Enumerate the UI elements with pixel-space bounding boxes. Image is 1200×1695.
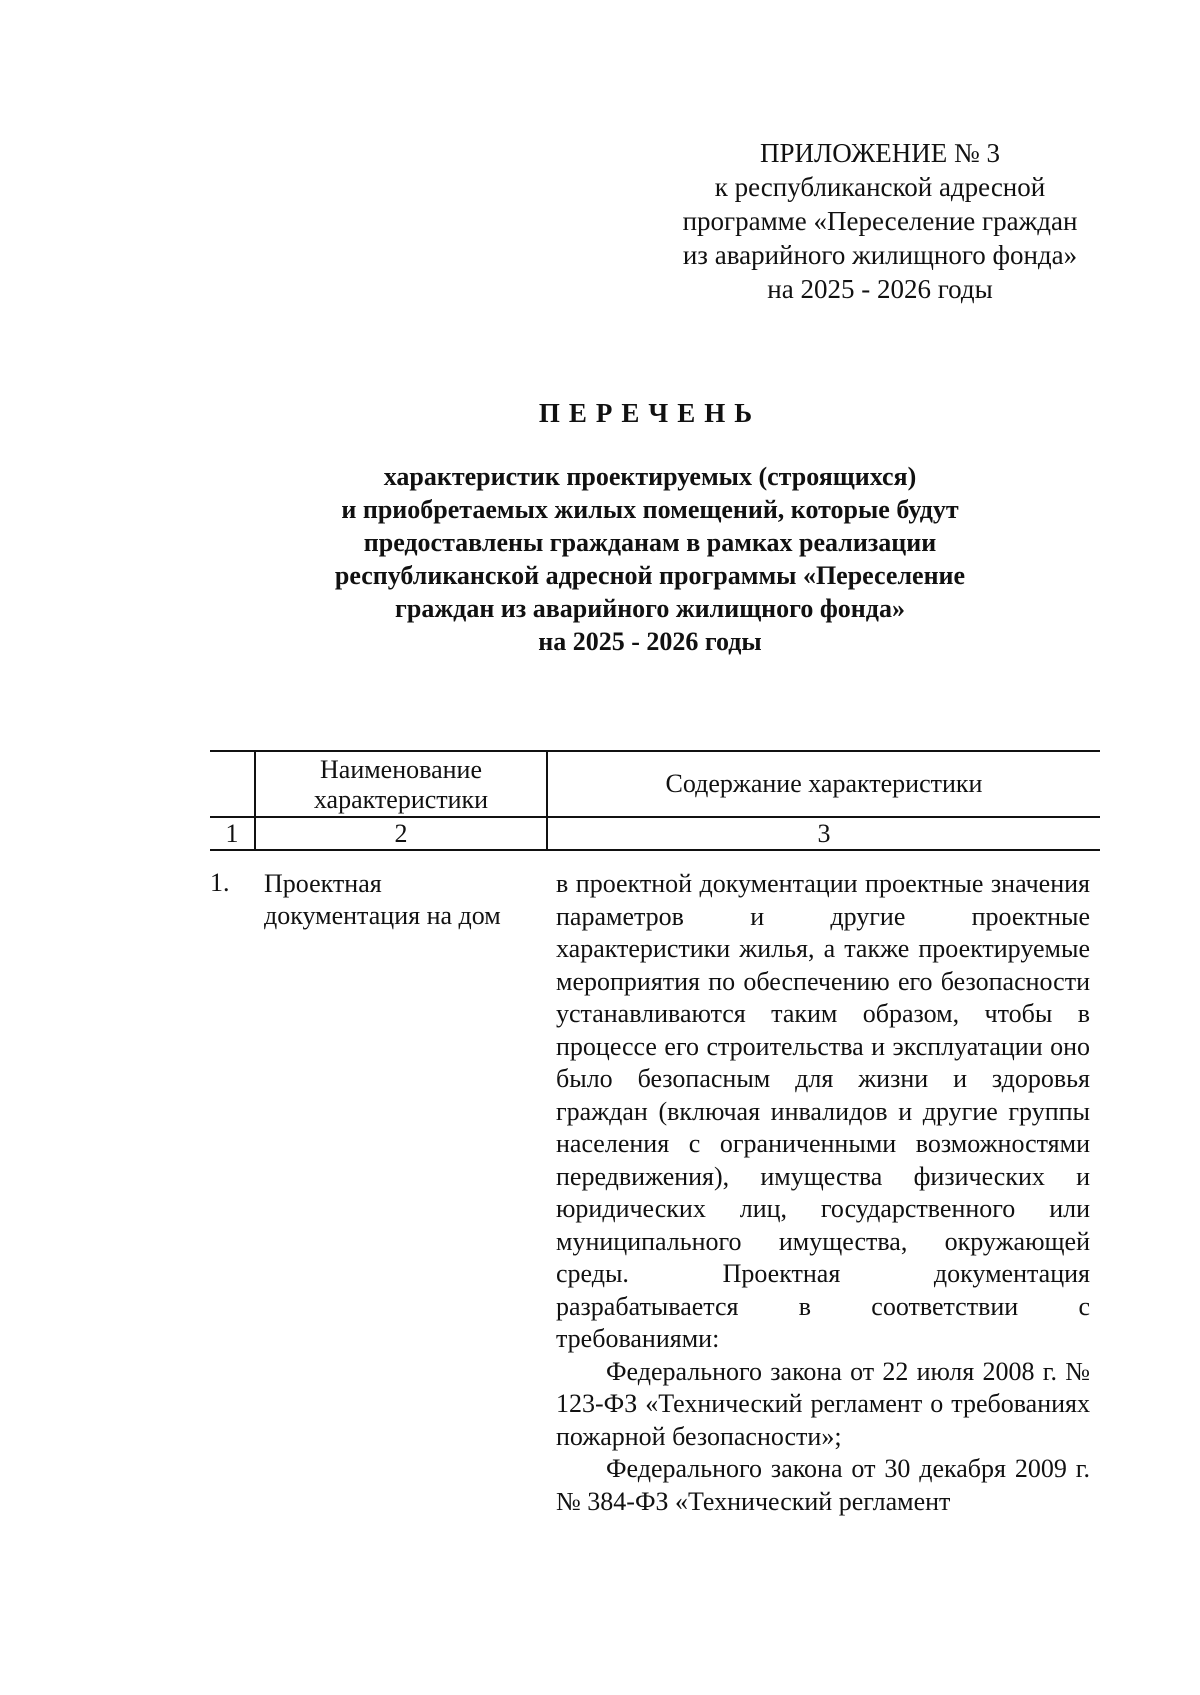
content-paragraph: Федерального закона от 30 декабря 2009 г. № 384-ФЗ «Технический регламент (556, 1454, 1090, 1516)
column-number: 1 (225, 819, 239, 848)
column-number: 3 (817, 819, 831, 848)
appendix-title: ПРИЛОЖЕНИЕ № 3 (759, 138, 1001, 168)
table-numbers-rule (210, 849, 1100, 851)
appendix-line: из аварийного жилищного фонда» (682, 240, 1078, 270)
subtitle-line: на 2025 - 2026 годы (538, 627, 762, 656)
header-name-line: Наименование (320, 755, 482, 784)
row-name-line: Проектная (264, 869, 382, 898)
subtitle-line: характеристик проектируемых (строящихся) (383, 462, 917, 491)
row-content (556, 868, 1090, 1518)
subtitle-line: граждан из аварийного жилищного фонда» (395, 594, 905, 623)
subtitle-line: и приобретаемых жилых помещений, которые будут (341, 495, 959, 524)
row-name-line: документация на дом (264, 901, 501, 930)
appendix-line: на 2025 - 2026 годы (767, 274, 993, 304)
row-number: 1. (210, 868, 230, 897)
row-name (264, 868, 534, 932)
table-header-rule (210, 816, 1100, 818)
subtitle-line: предоставлены гражданам в рамках реализации (363, 528, 937, 557)
table-top-rule (210, 750, 1100, 752)
content-paragraph: Федерального закона от 22 июля 2008 г. № 123-ФЗ «Технический регламент о требованиях пожарной безопасности»; (556, 1356, 1090, 1451)
table-header-name (256, 755, 546, 815)
document-subtitle (200, 460, 1100, 658)
appendix-line: к республиканской адресной (714, 172, 1046, 202)
table-header-content: Содержание характеристики (665, 769, 983, 798)
content-paragraph: в проектной документации проектные значения параметров и другие проектные характеристики жилья, а также проектируемые мероприятия по обеспечению его безопасности устанавливаются таким образом, чтобы в процессе его строительства и эксплуатации оно было безопасным для жизни и здоровья граждан (включая инвалидов и другие группы населения с ограниченными возможностями передвижения), имущества физических и юридических лиц, государственного или муниципального имущества, окружающей среды. Проектная документация разрабатывается в соответствии с требованиями: (556, 869, 1090, 1353)
appendix-line: программе «Переселение граждан (682, 206, 1078, 236)
column-number: 2 (394, 819, 408, 848)
header-name-line: характеристики (313, 785, 489, 814)
document-heading: ПЕРЕЧЕНЬ (538, 398, 762, 428)
appendix-block (640, 136, 1120, 306)
subtitle-line: республиканской адресной программы «Переселение (334, 561, 966, 590)
